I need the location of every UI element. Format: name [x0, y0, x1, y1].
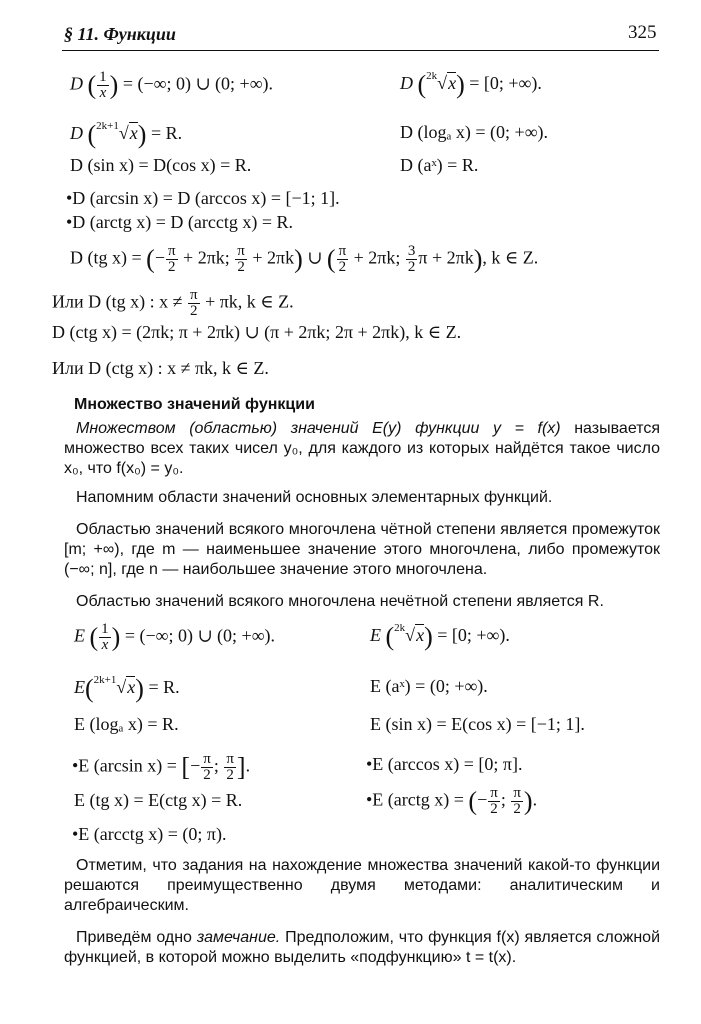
numerator: π	[203, 751, 211, 767]
fraction	[224, 752, 236, 783]
paragraph-4: Отметим, что задания на нахождение множества значений какой-то функции решаются преимущественно двумя методами: аналитическим и алгебраическим.	[64, 857, 660, 914]
formula-part: + πk, k ∈ Z.	[205, 291, 294, 312]
formula-rhs: = R.	[148, 677, 180, 697]
formula-d12: Или D (ctg x) : x ≠ πk, k ∈ Z.	[52, 358, 269, 378]
radicand: x	[127, 677, 136, 697]
paren: )	[137, 119, 147, 149]
paragraph-1: Напомним области значений основных элементарных функций.	[76, 489, 553, 506]
radicand: x	[448, 73, 457, 93]
numerator: π	[226, 751, 234, 767]
formula-part: + 2πk;	[353, 247, 401, 268]
denominator: 2	[226, 767, 234, 783]
formula-e6: E (sin x) = E(cos x) = [−1; 1].	[370, 714, 585, 734]
formula-d8: •D (arctg x) = D (arcctg x) = R.	[66, 212, 294, 232]
formula-e10: •E (arctg x) = (− $\frac{\pi}{2}$ ; $\frac{\pi}{2}$ ).	[366, 785, 538, 817]
formula-e1	[74, 622, 275, 653]
numerator: 1	[99, 69, 107, 85]
paren: )	[523, 786, 533, 816]
bracket: [	[181, 752, 191, 782]
formula-d6: D (aˣ) = R.	[400, 155, 479, 175]
formula-part: , k ∈ Z.	[482, 247, 539, 268]
formula-symbol: D	[400, 73, 413, 93]
fraction	[201, 752, 213, 783]
denominator: x	[101, 637, 109, 653]
numerator: π	[338, 243, 347, 259]
formula-part: −	[190, 755, 201, 776]
fraction	[488, 786, 500, 817]
numerator: π	[167, 243, 176, 259]
formula-rhs: = (−∞; 0) ∪ (0; +∞).	[124, 625, 276, 646]
paren: )	[135, 673, 144, 703]
denominator: 2	[203, 767, 211, 783]
root-index: 2k	[394, 622, 406, 634]
page-number: 325	[628, 22, 657, 43]
radicand: x	[416, 625, 425, 645]
denominator: 2	[407, 259, 416, 275]
formula-part: Или D (tg x) : x ≠	[52, 291, 183, 312]
paragraph-3: Областью значений всякого многочлена нечётной степени является R.	[76, 593, 604, 610]
numerator: 3	[407, 243, 416, 259]
formula-part: D (tg x) =	[70, 247, 147, 268]
formula-e4: E (aˣ) = (0; +∞).	[370, 676, 488, 696]
formula-rhs: = (−∞; 0) ∪ (0; +∞).	[122, 73, 274, 94]
formula-d5: D (sin x) = D(cos x) = R.	[70, 155, 252, 175]
paren: )	[473, 244, 483, 274]
root-index: 2k	[426, 70, 438, 82]
formula-d11: D (ctg x) = (2πk; π + 2πk) ∪ (π + 2πk; 2π + 2πk), k ∈ Z.	[52, 322, 462, 342]
fraction	[406, 244, 418, 275]
fraction	[97, 70, 109, 101]
formula-part: •E (arcsin x) =	[72, 755, 182, 776]
root-index: 2k+1	[93, 674, 117, 686]
formula-d4: D (logₐ x) = (0; +∞).	[400, 122, 549, 142]
paragraph-5	[64, 928, 660, 968]
fraction	[99, 622, 111, 653]
fraction	[166, 244, 178, 275]
numerator: 1	[101, 621, 109, 637]
formula-symbol: E	[74, 625, 85, 646]
denominator: 2	[190, 303, 198, 319]
formula-d7: •D (arcsin x) = D (arccos x) = [−1; 1].	[66, 188, 340, 208]
paren: (	[85, 673, 94, 703]
fraction	[337, 244, 349, 275]
paren: )	[294, 244, 303, 274]
formula-e5: E (logₐ x) = R.	[74, 714, 179, 734]
paragraph-text: Приведём одно	[76, 929, 197, 946]
section-heading: Множество значений функции	[74, 396, 315, 413]
formula-e11: •E (arcctg x) = (0; π).	[72, 824, 227, 844]
paren: (	[417, 69, 427, 99]
denominator: 2	[237, 259, 245, 275]
paren: (	[146, 244, 155, 274]
root-index: 2k+1	[96, 120, 119, 132]
paragraph-text: Предположим, что функция f(x) является сложной функцией, в которой можно выделить «подфункцию» t = t(x).	[64, 929, 661, 966]
formula-part: •E (arctg x) =	[366, 789, 469, 810]
formula-rhs: = [0; +∞).	[437, 625, 510, 645]
paren: (	[89, 622, 99, 652]
denominator: 2	[490, 801, 498, 817]
fraction	[188, 288, 200, 319]
denominator: 2	[168, 259, 176, 275]
fraction	[511, 786, 523, 817]
paren: )	[111, 622, 121, 652]
definition-paragraph	[64, 419, 660, 479]
radicand: x	[129, 123, 138, 143]
remark-term: замечание.	[196, 929, 281, 946]
formula-e2: E ($^{2k}$√x) = [0; +∞).	[370, 621, 510, 651]
denominator: x	[99, 85, 107, 101]
formula-symbol: D	[70, 123, 83, 143]
bracket: ]	[236, 752, 246, 782]
formula-rhs: = R.	[150, 123, 183, 143]
formula-d1	[70, 70, 273, 101]
formula-d9	[70, 244, 538, 275]
paren: (	[87, 119, 97, 149]
section-title: § 11. Функции	[64, 24, 176, 44]
definition-term: Множеством (областью) значений E(y) функции y = f(x)	[76, 420, 561, 437]
paren: (	[87, 70, 97, 100]
numerator: π	[237, 243, 245, 259]
formula-part: + 2πk;	[183, 247, 230, 268]
formula-rhs: = [0; +∞).	[469, 73, 542, 93]
formula-e3: E($^{2k+1}$√x) = R.	[74, 673, 180, 703]
paren: (	[326, 244, 336, 274]
paren: )	[424, 621, 433, 651]
paren: (	[468, 786, 478, 816]
formula-part: π + 2πk	[418, 247, 474, 268]
formula-symbol: E	[74, 677, 85, 697]
paren: )	[456, 69, 465, 99]
formula-part: −	[477, 789, 488, 810]
definition-text: называется множество всех таких чисел y₀, для каждого из которых найдётся такое число x₀, что f(x₀) = y₀.	[64, 420, 661, 477]
paragraph-2: Областью значений всякого многочлена чётной степени является промежуток [m; +∞), где m — наименьшее значение этого многочлена, либо промежуток (−∞; n], где n — наибольшее значение этого многочлена.	[64, 521, 660, 578]
header-rule	[62, 50, 659, 51]
formula-d2: D ($^{2k}$√x) = [0; +∞).	[400, 69, 542, 99]
numerator: π	[189, 287, 198, 303]
formula-part: ∪	[307, 247, 323, 268]
formula-part: + 2πk	[252, 247, 295, 268]
formula-symbol: D	[70, 73, 83, 94]
numerator: π	[490, 785, 498, 801]
paren: )	[109, 70, 119, 100]
formula-symbol: E	[370, 625, 381, 645]
denominator: 2	[513, 801, 521, 817]
formula-e7: •E (arcsin x) = [− $\frac{\pi}{2}$ ; $\frac{\pi}{2}$ ].	[72, 751, 251, 783]
fraction	[235, 244, 247, 275]
formula-e9: E (tg x) = E(ctg x) = R.	[74, 790, 243, 810]
paren: (	[385, 621, 395, 651]
formula-e8: •E (arccos x) = [0; π].	[366, 754, 523, 774]
denominator: 2	[338, 259, 347, 275]
formula-part: −	[154, 247, 165, 268]
formula-d3: D ($^{2k+1}$√x) = R.	[70, 119, 183, 149]
formula-d10	[52, 288, 294, 319]
numerator: π	[513, 785, 521, 801]
